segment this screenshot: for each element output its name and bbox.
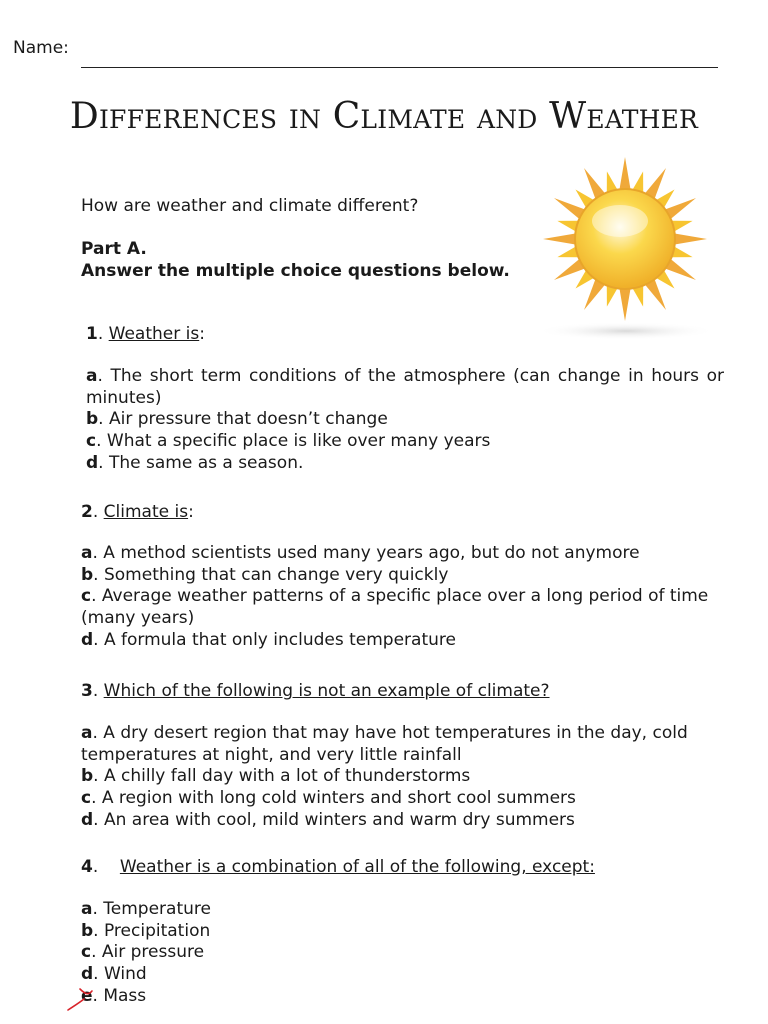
page-title: Differences in Climate and Weather [69,96,699,137]
sun-ray [675,234,707,245]
sun-ray [620,289,631,321]
answer-option: c. Air pressure [81,942,205,963]
instructions: Answer the multiple choice questions below. [81,261,510,281]
answer-option: d. The same as a season. [86,452,304,473]
sun-ray [543,234,575,245]
question-1-options [86,366,724,475]
name-label: Name: [13,38,69,58]
answer-option: a. The short term conditions of the atmosphere (can change in hours or minutes) [86,366,725,408]
question-4-prompt: 4. Weather is a combination of all of the following, except: [81,857,595,877]
question-number: 4 [81,857,93,877]
question-number: 2 [81,502,93,522]
answer-option-selected: e. Mass [81,985,147,1006]
question-number: 3 [81,681,93,701]
question-2-options [81,543,726,652]
answer-option: c. Average weather patterns of a specific place over a long period of time (many years) [81,586,709,629]
question-3-prompt: 3. Which of the following is not an example of climate? [81,681,550,701]
answer-option: a. A method scientists used many years ago, but do not anymore [81,543,640,563]
sun-icon [528,155,738,345]
question-number: 1 [86,324,98,344]
answer-option: a. A dry desert region that may have hot temperatures in the day, cold temperatures at night, and very little rainfall [81,723,688,765]
question-text: Weather is [108,324,200,344]
answer-option: b. Precipitation [81,920,211,941]
answer-option: a. Temperature [81,899,211,919]
sun-ray [620,157,631,189]
intro-question: How are weather and climate different? [81,196,419,216]
question-4-options [81,899,726,1008]
check-mark-icon [66,985,98,1013]
question-text: Climate is [103,502,189,522]
answer-option: d. Wind [81,964,147,985]
part-label: Part A. [81,239,147,259]
question-text: Which of the following is not an example of climate? [103,681,550,701]
answer-option: c. A region with long cold winters and short cool summers [81,788,576,809]
question-1-prompt: 1. Weather is: [86,324,205,344]
answer-option: d. An area with cool, mild winters and warm dry summers [81,809,575,830]
answer-option: b. Something that can change very quickly [81,564,449,585]
answer-option: d. A formula that only includes temperature [81,629,456,650]
answer-option: b. Air pressure that doesn’t change [86,409,388,430]
name-line [81,67,718,68]
question-3-options [81,723,726,832]
answer-option: b. A chilly fall day with a lot of thunderstorms [81,766,471,787]
answer-option: c. What a specific place is like over many years [86,431,491,452]
question-2-prompt: 2. Climate is: [81,502,194,522]
question-text: Weather is a combination of all of the following, except: [119,857,595,877]
